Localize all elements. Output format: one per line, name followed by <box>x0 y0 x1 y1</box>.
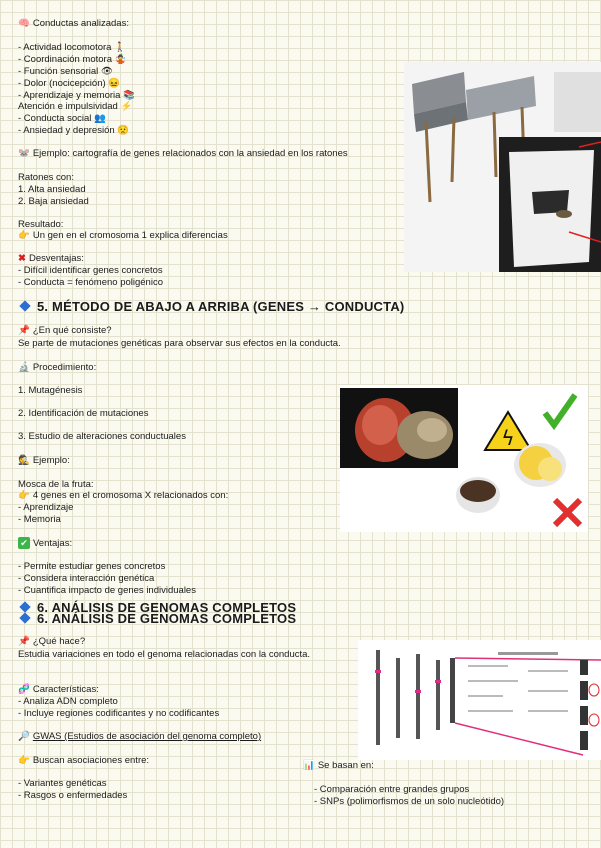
que-hace-text: Estudia variaciones en todo el genoma relacionadas con la conducta. <box>18 649 311 660</box>
section6-title: 6. ANÁLISIS DE GENOMAS COMPLETOS <box>18 600 296 615</box>
ejemplo-label: 🕵 Ejemplo: <box>18 455 70 466</box>
books-icon: 📚 <box>123 90 135 101</box>
magnifier-icon: 🔎 <box>18 731 30 742</box>
list-item: - Aprendizaje <box>18 502 74 513</box>
list-item: 3. Estudio de alteraciones conductuales <box>18 431 186 442</box>
list-item: - Memoria <box>18 514 61 525</box>
detective-icon: 🕵 <box>18 455 30 466</box>
desventajas-label: ✖ Desventajas: <box>18 253 84 264</box>
ventajas-label: ✔ Ventajas: <box>18 537 72 550</box>
list-item: - Considera interacción genética <box>18 573 155 584</box>
list-item: - Aprendizaje y memoria 📚 <box>18 90 135 101</box>
que-consiste-text: Se parte de mutaciones genéticas para observar sus efectos en la conducta. <box>18 338 341 349</box>
list-item: - Variantes genéticas <box>18 778 107 789</box>
genes-text: 👉 4 genes en el cromosoma X relacionados con: <box>18 490 229 501</box>
juggler-icon: 🤹 <box>114 54 127 65</box>
bar-chart-icon: 📊 <box>303 760 315 771</box>
pushpin-icon: 📌 <box>18 325 30 336</box>
resultado-text: 👉 Un gen en el cromosoma 1 explica diferencias <box>18 230 228 241</box>
list-item: - Coordinación motora 🤹 <box>18 54 127 65</box>
example-line: 🐭 Ejemplo: cartografía de genes relacionados con la ansiedad en los ratones <box>18 148 348 159</box>
maze-apparatus-image <box>404 62 601 272</box>
list-item: - Función sensorial 👁 <box>18 66 113 77</box>
section6-title-duplicate: 6. ANÁLISIS DE GENOMAS COMPLETOS <box>18 611 296 626</box>
list-item: - Analiza ADN completo <box>18 696 118 707</box>
buscan-label: 👉 Buscan asociaciones entre: <box>18 755 150 766</box>
diamond-icon <box>19 612 30 623</box>
conductas-heading: 🧠 Conductas analizadas: <box>18 18 129 29</box>
pointing-hand-icon: 👉 <box>18 490 30 501</box>
procedimiento-label: 🔬 Procedimiento: <box>18 362 97 373</box>
pointing-hand-icon: 👉 <box>18 230 30 241</box>
person-walking-icon: 🚶 <box>114 42 126 53</box>
list-item: 1. Alta ansiedad <box>18 184 86 195</box>
list-item: - Rasgos o enfermedades <box>18 790 128 801</box>
list-item: 2. Baja ansiedad <box>18 196 89 207</box>
microscope-icon: 🔬 <box>18 362 30 373</box>
dna-icon: 🧬 <box>18 684 30 695</box>
eye-icon: 👁 <box>100 66 113 77</box>
people-icon: 👥 <box>94 113 106 124</box>
list-item: - Dolor (nocicepción) 😖 <box>18 78 121 89</box>
gwas-label: 🔎 GWAS (Estudios de asociación del genoma completo) <box>18 731 262 742</box>
worried-face-icon: 😟 <box>117 125 130 136</box>
pain-face-icon: 😖 <box>108 78 121 89</box>
fruit-fly-experiment-image <box>340 385 588 532</box>
list-item: - Difícil identificar genes concretos <box>18 265 163 276</box>
mosca-text: Mosca de la fruta: <box>18 479 94 490</box>
list-item: - Ansiedad y depresión 😟 <box>18 125 130 136</box>
mouse-icon: 🐭 <box>18 148 30 159</box>
list-item: 1. Mutagénesis <box>18 385 83 396</box>
list-item: 2. Identificación de mutaciones <box>18 408 149 419</box>
list-item: - Conducta = fenómeno poligénico <box>18 277 163 288</box>
ratones-label: Ratones con: <box>18 172 74 183</box>
list-item: - Conducta social 👥 <box>18 113 106 124</box>
resultado-label: Resultado: <box>18 219 64 230</box>
svg-text:ϟ: ϟ <box>501 426 515 450</box>
list-item: - Comparación entre grandes grupos <box>314 784 470 795</box>
check-mark-icon: ✔ <box>18 537 30 549</box>
cross-mark-icon: ✖ <box>18 253 26 264</box>
chromosome-map-image <box>358 640 601 760</box>
lightning-icon: ⚡ <box>120 101 133 112</box>
pushpin-icon: 📌 <box>18 636 30 647</box>
que-consiste-label: 📌 ¿En qué consiste? <box>18 325 112 336</box>
que-hace-label: 📌 ¿Qué hace? <box>18 636 86 647</box>
list-item: - Actividad locomotora 🚶 <box>18 42 126 53</box>
list-item: - Cuantifica impacto de genes individuales <box>18 585 196 596</box>
list-item: Atención e impulsividad ⚡ <box>18 101 133 112</box>
list-item: - SNPs (polimorfismos de un solo nucleótido) <box>314 796 505 807</box>
caracteristicas-label: 🧬 Características: <box>18 684 99 695</box>
diamond-icon <box>19 300 30 311</box>
brain-icon: 🧠 <box>18 18 30 29</box>
list-item: - Permite estudiar genes concretos <box>18 561 166 572</box>
section5-title: 5. MÉTODO DE ABAJO A ARRIBA (GENES → CONDUCTA) <box>18 299 404 314</box>
list-item: - Incluye regiones codificantes y no codificantes <box>18 708 220 719</box>
basan-label: 📊 Se basan en: <box>303 760 374 771</box>
pointing-hand-icon: 👉 <box>18 755 30 766</box>
